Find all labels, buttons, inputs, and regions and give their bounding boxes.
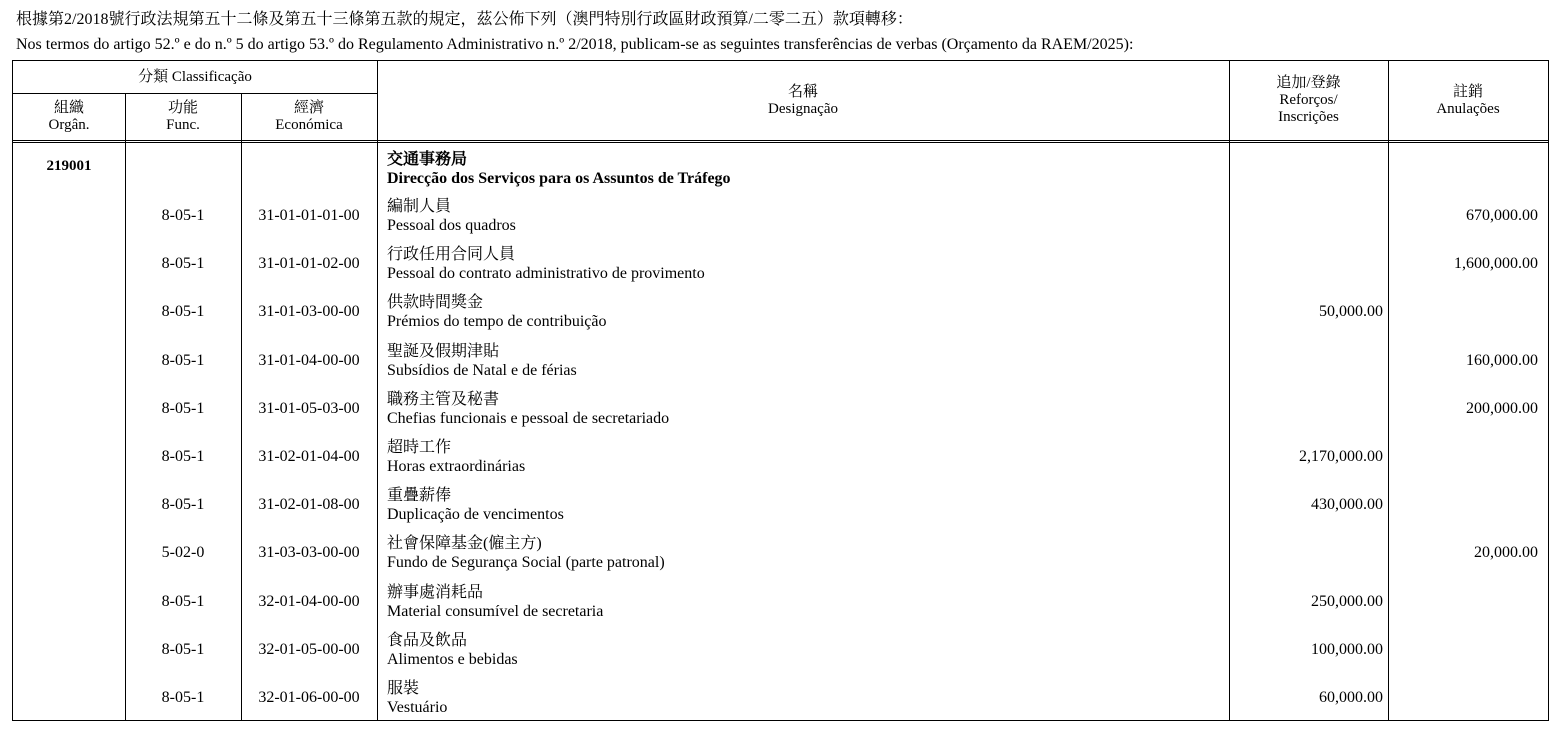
designation-pt: Pessoal dos quadros bbox=[387, 217, 516, 234]
func-code: 8-05-1 bbox=[161, 689, 205, 706]
table-row bbox=[13, 438, 1548, 486]
econ-code: 32-01-05-00-00 bbox=[258, 640, 360, 658]
anulacao-amount: 1,600,000.00 bbox=[1454, 255, 1538, 273]
designation-pt: Pessoal do contrato administrativo de provimento bbox=[387, 265, 705, 283]
header-organ-pt: Orgân. bbox=[48, 117, 90, 133]
reforco-amount: 50,000.00 bbox=[1319, 303, 1383, 321]
designation-pt: Material consumível de secretaria bbox=[387, 602, 604, 620]
table-row bbox=[13, 293, 1548, 341]
table-row bbox=[13, 534, 1548, 582]
table-row bbox=[13, 245, 1548, 293]
header-reforcos bbox=[1229, 61, 1388, 140]
header-func bbox=[125, 94, 241, 140]
designation-zh: 食品及飲品 bbox=[387, 631, 468, 649]
func-code: 8-05-1 bbox=[161, 592, 205, 610]
econ-code: 31-01-04-00-00 bbox=[258, 351, 360, 369]
table-row bbox=[13, 583, 1548, 631]
designation bbox=[387, 438, 525, 476]
anulacao-amount: 20,000.00 bbox=[1474, 544, 1538, 562]
anulacao-amount: 160,000.00 bbox=[1466, 351, 1538, 369]
func-code: 8-05-1 bbox=[161, 351, 205, 369]
designation bbox=[387, 486, 564, 524]
designation-zh: 辦事處消耗品 bbox=[387, 583, 484, 601]
anulacao-amount: 200,000.00 bbox=[1466, 399, 1538, 417]
header-desig-pt: Designação bbox=[768, 100, 838, 117]
func-code: 8-05-1 bbox=[161, 399, 205, 417]
func-code: 8-05-1 bbox=[161, 640, 205, 658]
designation bbox=[387, 293, 607, 331]
header-reforcos-zh: 追加/登錄 bbox=[1276, 75, 1341, 91]
designation-zh: 社會保障基金(僱主方) bbox=[387, 535, 542, 553]
header-func-zh: 功能 bbox=[167, 100, 198, 116]
designation-pt: Prémios do tempo de contribuição bbox=[387, 313, 607, 331]
header-divider bbox=[13, 142, 1548, 143]
econ-code: 31-03-03-00-00 bbox=[258, 544, 360, 562]
func-code: 5-02-0 bbox=[161, 544, 205, 562]
designation bbox=[387, 245, 705, 283]
table-row bbox=[13, 631, 1548, 679]
designation-zh: 服裝 bbox=[387, 680, 420, 697]
econ-code: 31-02-01-08-00 bbox=[258, 496, 360, 514]
designation-pt: Vestuário bbox=[387, 699, 448, 716]
agency-name bbox=[387, 150, 731, 188]
designation bbox=[387, 390, 669, 428]
header-econ bbox=[241, 94, 377, 140]
header-func-pt: Func. bbox=[166, 117, 200, 133]
designation-zh: 聖誕及假期津貼 bbox=[387, 342, 500, 360]
header-econ-zh: 經濟 bbox=[293, 100, 324, 116]
agency-name-zh: 交通事務局 bbox=[387, 151, 468, 168]
agency-name-pt: Direcção dos Serviços para os Assuntos de Tráfego bbox=[387, 170, 731, 187]
designation-zh: 行政任用合同人員 bbox=[387, 246, 516, 264]
designation bbox=[387, 197, 516, 235]
designation-pt: Fundo de Segurança Social (parte patronal) bbox=[387, 554, 665, 572]
table-row bbox=[13, 390, 1548, 438]
header-divider bbox=[13, 140, 1548, 141]
header-desig-zh: 名稱 bbox=[787, 83, 818, 100]
designation-pt: Subsídios de Natal e de férias bbox=[387, 361, 577, 379]
designation-zh: 職務主管及秘書 bbox=[387, 390, 500, 408]
econ-code: 31-02-01-04-00 bbox=[258, 448, 360, 465]
designation bbox=[387, 631, 518, 669]
func-code: 8-05-1 bbox=[161, 207, 205, 224]
table-row bbox=[13, 679, 1548, 727]
designation-zh: 重疊薪俸 bbox=[387, 487, 452, 505]
transfer-table bbox=[12, 60, 1549, 721]
func-code: 8-05-1 bbox=[161, 255, 205, 273]
econ-code: 31-01-01-01-00 bbox=[258, 207, 360, 224]
func-code: 8-05-1 bbox=[161, 496, 205, 514]
designation bbox=[387, 679, 447, 717]
table-row bbox=[13, 197, 1548, 245]
header-anulacoes-pt: Anulações bbox=[1436, 100, 1500, 117]
designation-pt: Chefias funcionais e pessoal de secretariado bbox=[387, 409, 670, 427]
header-reforcos-pt1: Reforços/ bbox=[1279, 92, 1338, 108]
designation bbox=[387, 534, 665, 572]
header-classificacao-label: 分類 Classificação bbox=[138, 68, 252, 85]
reforco-amount: 100,000.00 bbox=[1311, 640, 1383, 658]
econ-code: 32-01-04-00-00 bbox=[258, 592, 360, 610]
designation-zh: 超時工作 bbox=[387, 439, 452, 456]
econ-code: 32-01-06-00-00 bbox=[258, 689, 360, 706]
func-code: 8-05-1 bbox=[161, 303, 205, 321]
reforco-amount: 430,000.00 bbox=[1311, 496, 1383, 514]
intro-portuguese: Nos termos do artigo 52.º e do n.º 5 do artigo 53.º do Regulamento Administrativo n.º 2/2018, publicam-se as seguintes transferências de verbas (Orçamento da RAEM/2025): bbox=[16, 36, 1134, 53]
reforco-amount: 60,000.00 bbox=[1319, 689, 1383, 706]
designation-pt: Alimentos e bebidas bbox=[387, 650, 518, 668]
designation-zh: 供款時間獎金 bbox=[387, 294, 484, 312]
header-organ-zh: 組織 bbox=[53, 100, 84, 116]
organ-code: 219001 bbox=[46, 158, 92, 174]
table-row bbox=[13, 342, 1548, 390]
header-reforcos-pt2: Inscrições bbox=[1278, 109, 1339, 125]
header-classificacao bbox=[13, 61, 377, 93]
func-code: 8-05-1 bbox=[161, 448, 205, 465]
designation-zh: 編制人員 bbox=[387, 198, 452, 215]
header-organ bbox=[13, 94, 125, 140]
econ-code: 31-01-03-00-00 bbox=[258, 303, 360, 321]
econ-code: 31-01-01-02-00 bbox=[258, 255, 360, 273]
econ-code: 31-01-05-03-00 bbox=[258, 399, 360, 417]
designation bbox=[387, 342, 577, 380]
reforco-amount: 2,170,000.00 bbox=[1299, 448, 1383, 465]
header-anulacoes bbox=[1388, 61, 1548, 140]
header-designacao bbox=[377, 61, 1229, 140]
table-row bbox=[13, 486, 1548, 534]
designation-pt: Duplicação de vencimentos bbox=[387, 506, 564, 524]
designation-pt: Horas extraordinárias bbox=[387, 458, 526, 475]
header-anulacoes-zh: 註銷 bbox=[1452, 83, 1483, 100]
reforco-amount: 250,000.00 bbox=[1311, 592, 1383, 610]
designation bbox=[387, 583, 603, 621]
intro-chinese: 根據第2/2018號行政法規第五十二條及第五十三條第五款的規定，茲公佈下列（澳門特別行政區財政預算/二零二五）款項轉移： bbox=[16, 11, 913, 28]
header-econ-pt: Económica bbox=[275, 117, 343, 133]
anulacao-amount: 670,000.00 bbox=[1466, 207, 1538, 224]
